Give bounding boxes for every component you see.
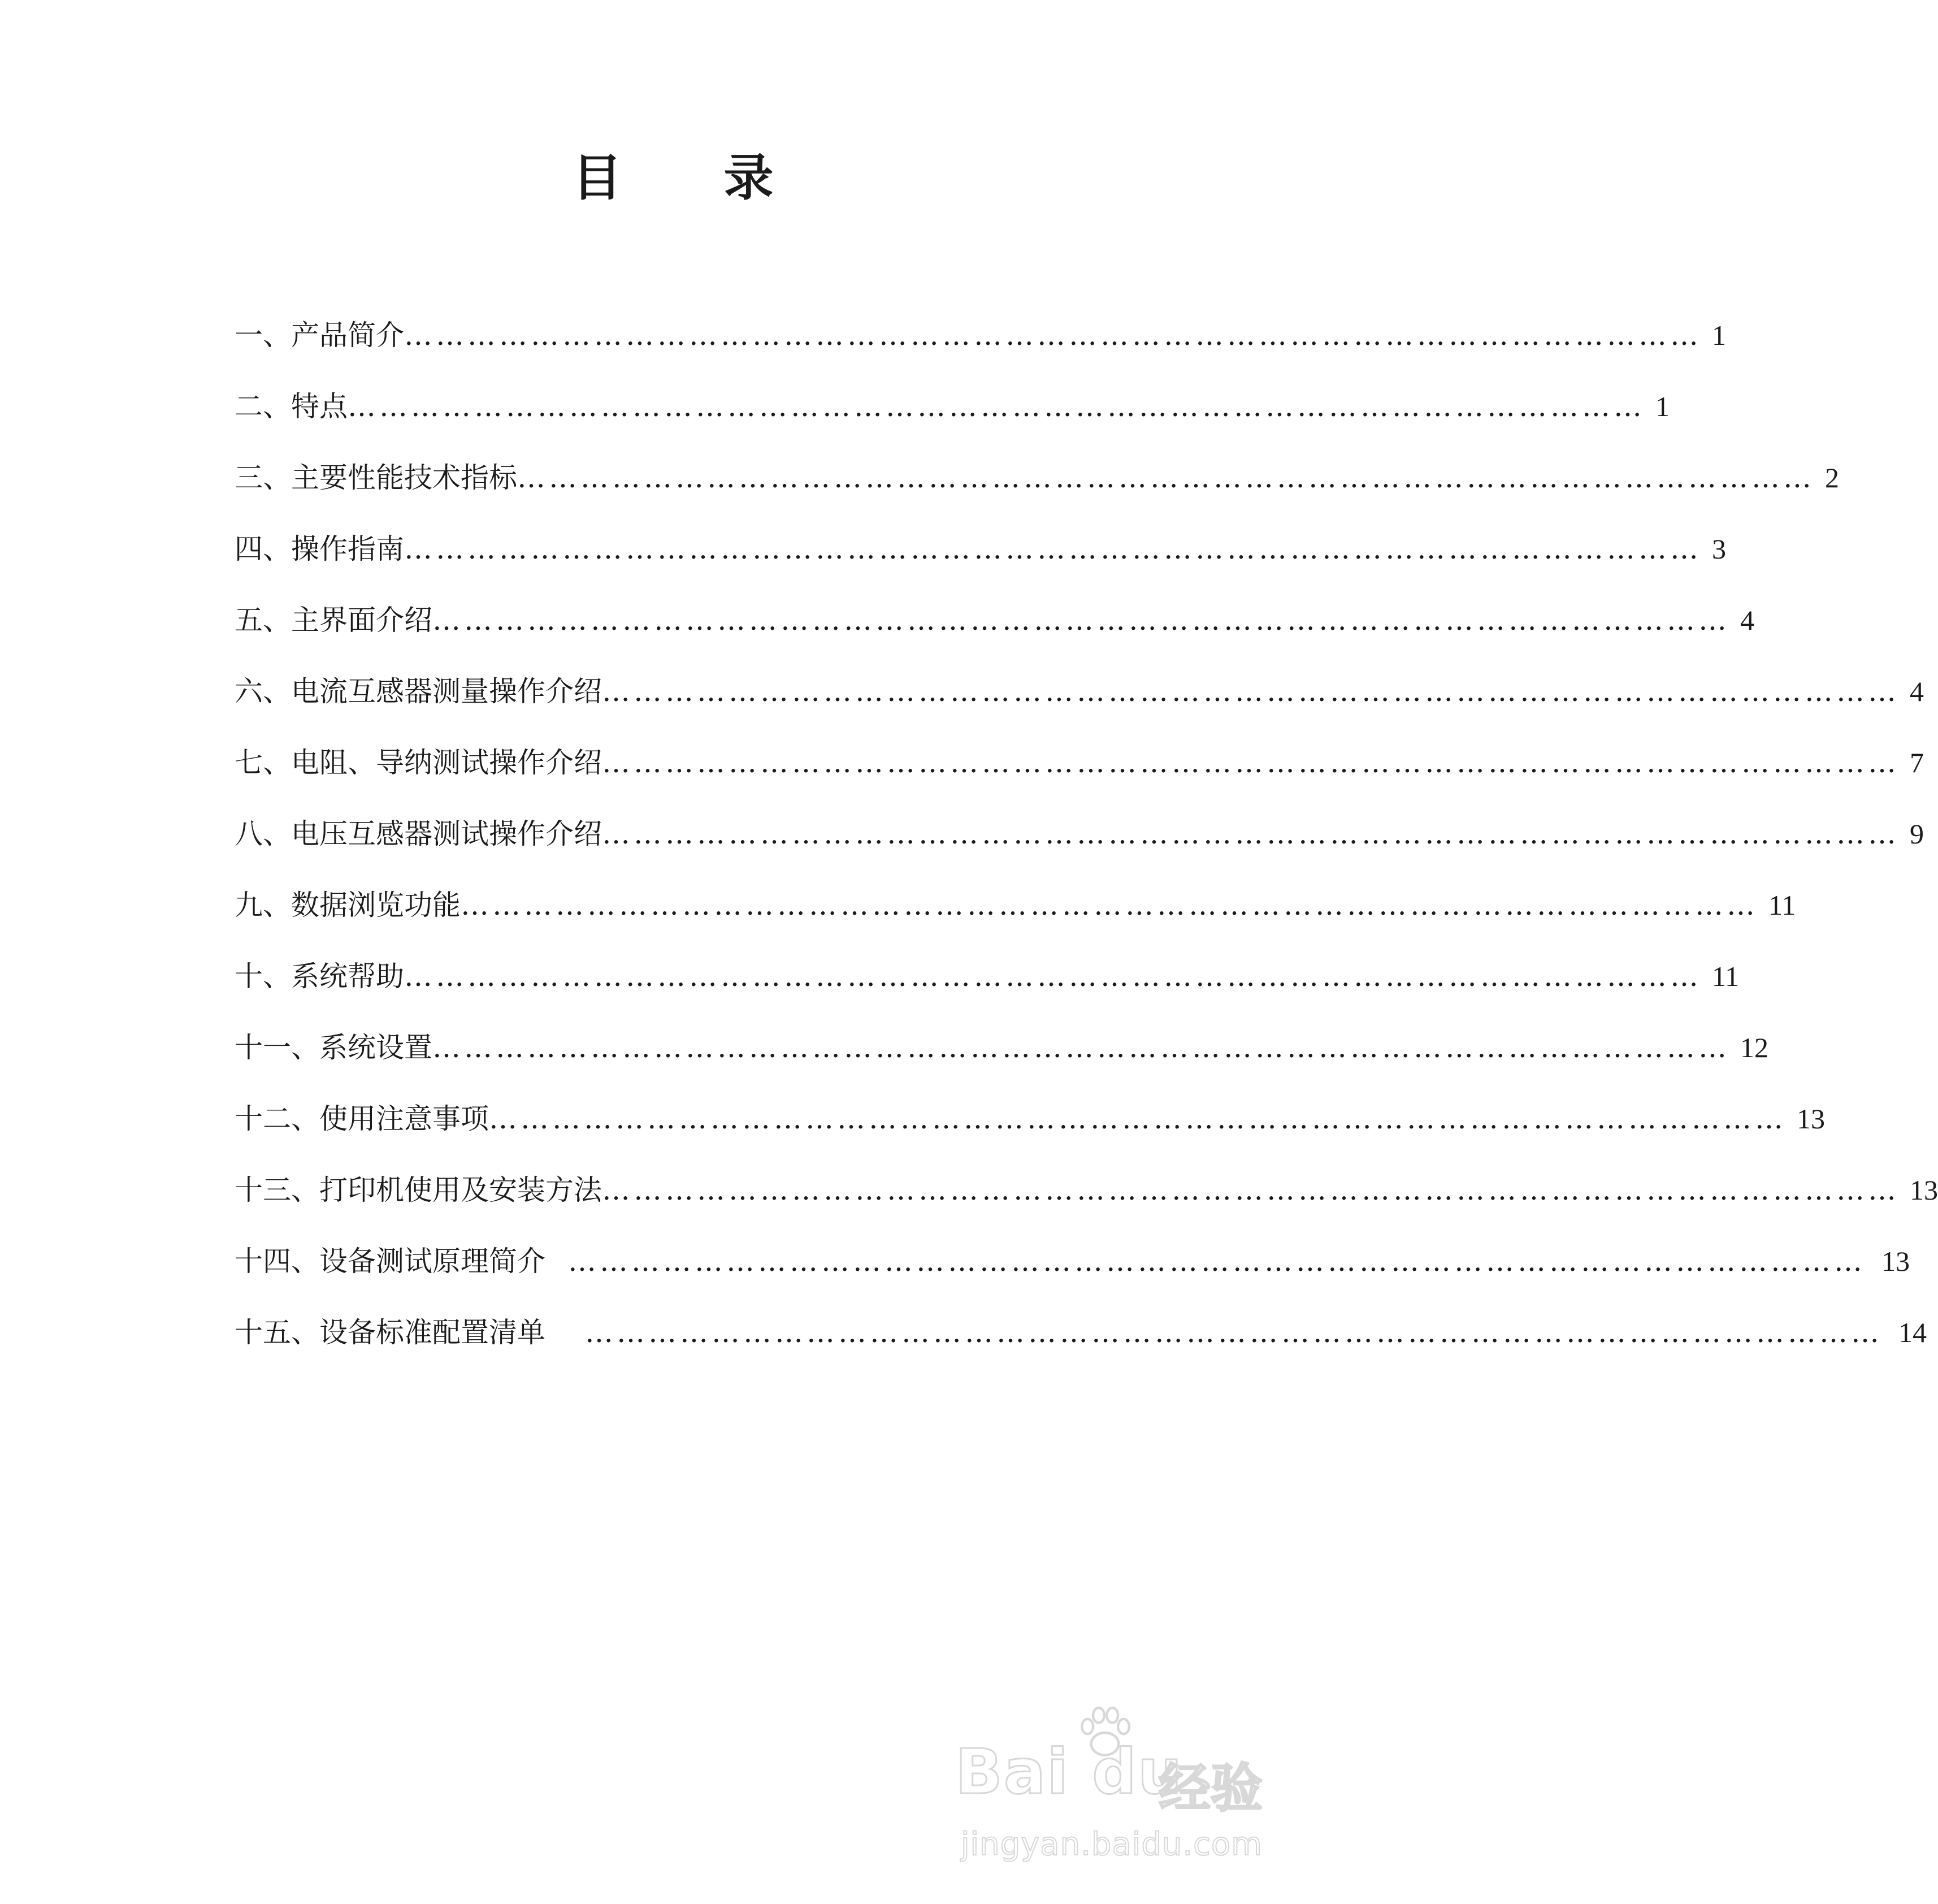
toc-leader-dots: …………………………………………………………………………………………………………… [585,1316,1883,1349]
toc-entry-page: 11 [1712,960,1740,992]
toc-leader-dots: …………………………………………………………………………………………………………… [404,533,1702,565]
toc-entry[interactable] [235,1236,1910,1278]
toc-entry-label: 十四、设备测试原理简介 [235,1245,545,1278]
toc-leader-dots: …………………………………………………………………………………………………………… [602,817,1900,850]
toc-entry[interactable] [235,1165,1938,1206]
baidu-jingyan-watermark [955,1702,1272,1871]
toc-leader-dots: …………………………………………………………………………………………………………… [517,461,1815,494]
toc-entry[interactable] [235,595,1754,637]
toc-entry[interactable] [235,737,1924,779]
toc-entry-label: 十三、打印机使用及安装方法 [235,1174,602,1206]
toc-leader-dots: …………………………………………………………………………………………………………… [461,889,1758,921]
page-title: 目录 [572,148,875,207]
toc-entry[interactable] [235,1022,1768,1064]
toc-entry[interactable] [235,880,1796,921]
toc-leader-dots: …………………………………………………………………………………………………………… [602,746,1900,779]
toc-entry-page: 13 [1910,1174,1938,1206]
watermark-url: jingyan.baidu.com [961,1826,1263,1863]
toc-entry[interactable] [235,381,1670,423]
toc-entry-label: 三、主要性能技术指标 [235,461,517,494]
toc-entry-label: 二、特点 [235,390,348,423]
toc-leader-dots: …………………………………………………………………………………………………………… [432,604,1730,637]
toc-entry-page: 14 [1898,1317,1927,1348]
toc-entry-page: 9 [1910,818,1924,850]
toc-entry-label: 十二、使用注意事项 [235,1102,489,1135]
toc-entry[interactable] [235,951,1740,993]
toc-entry-label: 十五、设备标准配置清单 [235,1316,545,1349]
watermark-cn-text: 经验 [1159,1758,1263,1819]
toc-entry-page: 4 [1740,604,1754,636]
toc-leader-dots: …………………………………………………………………………………………………………… [602,675,1900,708]
toc-leader-dots: …………………………………………………………………………………………………………… [348,390,1645,423]
toc-entry[interactable] [235,666,1924,708]
toc-entry-label: 十一、系统设置 [235,1031,432,1064]
toc-entry-label: 六、电流互感器测量操作介绍 [235,675,602,708]
toc-entry-page: 7 [1910,747,1924,778]
toc-entry[interactable] [235,808,1924,850]
toc-leader-dots: …………………………………………………………………………………………………………… [489,1102,1787,1135]
toc-entry-label: 十、系统帮助 [235,960,404,993]
toc-entry[interactable] [235,310,1726,352]
toc-entry-page: 13 [1881,1245,1910,1277]
toc-leader-dots: …………………………………………………………………………………………………………… [432,1031,1730,1064]
toc-leader-dots: …………………………………………………………………………………………………………… [602,1174,1900,1206]
toc-entry-page: 2 [1825,462,1839,494]
toc-leader-dots: …………………………………………………………………………………………………………… [568,1245,1866,1278]
toc-entry-label: 八、电压互感器测试操作介绍 [235,817,602,850]
watermark-logo-text: Bai du [955,1736,1183,1808]
toc-entry-label: 一、产品简介 [235,319,404,352]
toc-entry-page: 1 [1712,319,1726,351]
toc-entry-label: 五、主界面介绍 [235,604,432,637]
toc-leader-dots: …………………………………………………………………………………………………………… [404,319,1702,352]
toc-entry-page: 3 [1712,533,1726,565]
toc-entry-page: 12 [1740,1032,1768,1063]
toc-entry-page: 13 [1797,1103,1825,1135]
toc-entry[interactable] [235,523,1726,565]
toc-entry[interactable] [235,1307,1927,1349]
toc-entry[interactable] [235,452,1839,494]
toc-leader-dots: …………………………………………………………………………………………………………… [404,960,1702,993]
toc-entry-label: 九、数据浏览功能 [235,889,461,921]
toc-entry-label: 四、操作指南 [235,533,404,565]
toc-entry-page: 11 [1768,889,1796,921]
toc-entry-page: 4 [1910,676,1924,707]
toc-entry-page: 1 [1655,391,1670,422]
toc-entry-label: 七、电阻、导纳测试操作介绍 [235,746,602,779]
toc-entry[interactable] [235,1093,1825,1135]
